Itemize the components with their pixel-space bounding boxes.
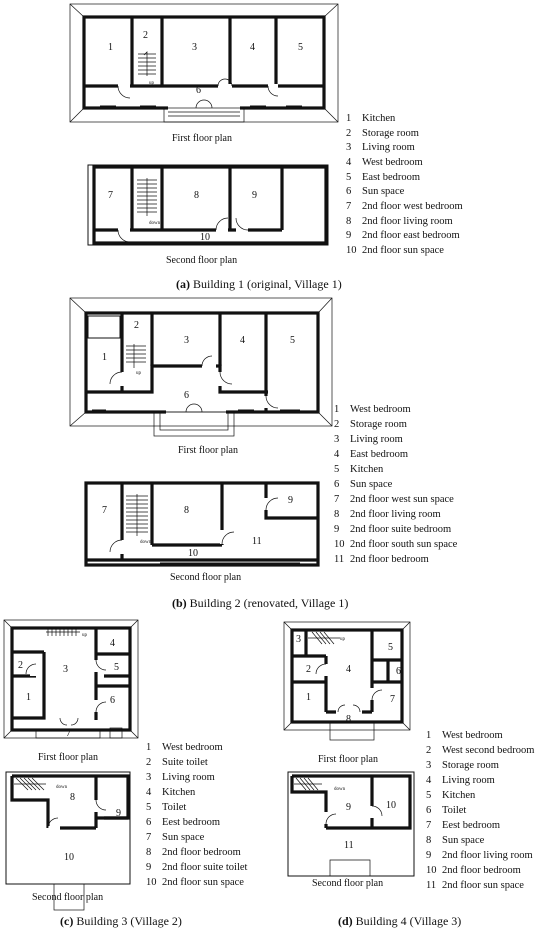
svg-text:6: 6 — [334, 479, 340, 490]
svg-text:5: 5 — [146, 802, 152, 813]
svg-text:3: 3 — [146, 772, 152, 783]
svg-text:Kitchen: Kitchen — [350, 464, 384, 475]
stair-down-label: down — [149, 221, 161, 226]
legend-item — [346, 142, 415, 153]
svg-text:2nd floor bedroom: 2nd floor bedroom — [442, 865, 521, 876]
legend-item — [146, 832, 205, 843]
building2-second-floor-plan — [86, 483, 318, 565]
building4-first-floor-plan — [284, 622, 410, 740]
room-number: 5 — [114, 662, 119, 673]
svg-text:2nd floor south sun space: 2nd floor south sun space — [350, 539, 458, 550]
legend-item — [346, 113, 396, 124]
svg-text:10: 10 — [146, 877, 157, 888]
svg-text:2nd floor west sun space: 2nd floor west sun space — [350, 494, 454, 505]
svg-text:9: 9 — [346, 230, 352, 241]
building1-first-floor-plan — [70, 4, 338, 122]
legend-item — [146, 757, 208, 768]
room-number: 1 — [102, 352, 107, 363]
svg-text:Eest bedroom: Eest bedroom — [162, 817, 221, 828]
room-number: 2 — [143, 30, 148, 41]
svg-text:4: 4 — [426, 775, 432, 786]
building4-second-floor-plan — [288, 772, 414, 876]
stair-down-label: down — [334, 787, 346, 792]
svg-text:Living room: Living room — [442, 775, 495, 786]
svg-text:7: 7 — [146, 832, 152, 843]
room-number: 1 — [108, 42, 113, 53]
svg-text:3: 3 — [426, 760, 432, 771]
svg-text:1: 1 — [426, 730, 432, 741]
legend-item — [426, 880, 524, 891]
svg-text:2nd floor bedroom: 2nd floor bedroom — [350, 554, 429, 565]
legend-item — [146, 817, 220, 828]
legend-item — [426, 745, 534, 756]
legend-item — [426, 820, 500, 831]
svg-text:2nd floor sun space: 2nd floor sun space — [162, 877, 244, 888]
svg-text:4: 4 — [334, 449, 340, 460]
svg-text:West bedroom: West bedroom — [442, 730, 503, 741]
svg-text:8: 8 — [426, 835, 432, 846]
building2-first-floor-plan — [70, 298, 332, 436]
room-number: 6 — [396, 666, 401, 677]
svg-text:2: 2 — [426, 745, 432, 756]
room-number: 10 — [200, 232, 210, 243]
legend-item — [334, 479, 393, 490]
svg-text:11: 11 — [334, 554, 345, 565]
svg-text:10: 10 — [334, 539, 345, 550]
building3-first-floor-label: First floor plan — [38, 752, 98, 763]
svg-text:9: 9 — [146, 862, 152, 873]
svg-text:5: 5 — [346, 172, 352, 183]
legend-item — [346, 186, 405, 197]
svg-text:8: 8 — [146, 847, 152, 858]
svg-text:7: 7 — [426, 820, 432, 831]
svg-text:Toilet: Toilet — [442, 805, 467, 816]
svg-text:Living room: Living room — [350, 434, 403, 445]
svg-text:2: 2 — [346, 128, 352, 139]
legend-item — [426, 835, 485, 846]
building1-legend — [346, 113, 463, 256]
legend-item — [146, 772, 215, 783]
stair-up-label: up — [82, 633, 87, 638]
building1-second-floor-plan — [88, 165, 328, 245]
svg-text:2nd floor sun space: 2nd floor sun space — [362, 245, 444, 256]
room-number: 9 — [346, 802, 351, 813]
legend-item — [334, 434, 403, 445]
room-number: 7 — [108, 190, 113, 201]
legend-item — [426, 850, 533, 861]
stair-down-label: down — [56, 785, 68, 790]
svg-text:2nd floor suite toilet: 2nd floor suite toilet — [162, 862, 248, 873]
room-number: 1 — [306, 692, 311, 703]
svg-text:Toilet: Toilet — [162, 802, 187, 813]
room-number: 8 — [346, 714, 351, 725]
svg-text:West bedroom: West bedroom — [362, 157, 423, 168]
legend-item — [146, 877, 244, 888]
room-number: 10 — [188, 548, 198, 559]
svg-text:4: 4 — [346, 157, 352, 168]
legend-item — [146, 862, 248, 873]
svg-text:Kitchen: Kitchen — [362, 113, 396, 124]
svg-text:Storage room: Storage room — [350, 419, 407, 430]
legend-item — [346, 128, 419, 139]
building2-second-floor-label: Second floor plan — [170, 572, 242, 583]
building3-caption: (c) Building 3 (Village 2) — [60, 914, 182, 928]
building3-second-floor-label: Second floor plan — [32, 892, 104, 903]
legend-item — [426, 805, 466, 816]
svg-text:Storage room: Storage room — [362, 128, 419, 139]
svg-text:Living room: Living room — [162, 772, 215, 783]
legend-item — [334, 494, 454, 505]
legend-item — [426, 775, 495, 786]
svg-text:2nd floor living room: 2nd floor living room — [350, 509, 441, 520]
building4-caption: (d) Building 4 (Village 3) — [338, 914, 462, 928]
legend-item — [346, 172, 420, 183]
svg-text:2nd floor bedroom: 2nd floor bedroom — [162, 847, 241, 858]
room-number: 9 — [252, 190, 257, 201]
room-number: 5 — [290, 335, 295, 346]
legend-item — [334, 464, 384, 475]
svg-text:8: 8 — [346, 216, 352, 227]
legend-item — [426, 865, 521, 876]
building2-legend — [334, 404, 458, 565]
legend-item — [334, 539, 458, 550]
room-number: 8 — [194, 190, 199, 201]
room-number: 3 — [184, 335, 189, 346]
svg-text:Living room: Living room — [362, 142, 415, 153]
building4-first-floor-label: First floor plan — [318, 754, 378, 765]
room-number: 6 — [110, 695, 115, 706]
stair-down-label: down — [140, 540, 152, 545]
svg-text:9: 9 — [334, 524, 340, 535]
legend-item — [334, 449, 408, 460]
building1-second-floor-label: Second floor plan — [166, 255, 238, 266]
room-number: 6 — [184, 390, 189, 401]
legend-item — [146, 847, 241, 858]
legend-item — [146, 787, 196, 798]
svg-text:10: 10 — [426, 865, 437, 876]
room-number: 1 — [26, 692, 31, 703]
svg-text:5: 5 — [426, 790, 432, 801]
svg-text:Sun space: Sun space — [362, 186, 405, 197]
svg-text:6: 6 — [426, 805, 432, 816]
room-number: 8 — [70, 792, 75, 803]
svg-text:2: 2 — [334, 419, 340, 430]
legend-item — [426, 760, 499, 771]
room-number: 2 — [134, 320, 139, 331]
room-number: 3 — [192, 42, 197, 53]
svg-text:2nd floor sun space: 2nd floor sun space — [442, 880, 524, 891]
svg-text:11: 11 — [426, 880, 437, 891]
svg-text:Kitchen: Kitchen — [162, 787, 196, 798]
svg-text:East bedroom: East bedroom — [362, 172, 421, 183]
svg-text:10: 10 — [346, 245, 357, 256]
legend-item — [346, 245, 444, 256]
svg-text:8: 8 — [334, 509, 340, 520]
room-number: 7 — [102, 505, 107, 516]
svg-text:West bedroom: West bedroom — [350, 404, 411, 415]
legend-item — [426, 730, 503, 741]
room-number: 4 — [250, 42, 255, 53]
svg-text:Sun space: Sun space — [162, 832, 205, 843]
stair-up-label: up — [340, 637, 345, 642]
room-number: 6 — [196, 85, 201, 96]
room-number: 4 — [240, 335, 245, 346]
legend-item — [334, 524, 451, 535]
room-number: 8 — [184, 505, 189, 516]
stair-up-label: up — [136, 371, 141, 376]
room-number: 4 — [346, 664, 351, 675]
svg-text:2nd floor suite bedroom: 2nd floor suite bedroom — [350, 524, 452, 535]
svg-text:Eest bedroom: Eest bedroom — [442, 820, 501, 831]
svg-text:Storage room: Storage room — [442, 760, 499, 771]
svg-text:1: 1 — [146, 742, 152, 753]
room-number: 5 — [298, 42, 303, 53]
svg-text:2nd floor west bedroom: 2nd floor west bedroom — [362, 201, 463, 212]
legend-item — [146, 742, 223, 753]
room-number: 11 — [252, 536, 262, 547]
svg-text:2: 2 — [146, 757, 152, 768]
room-number: 7 — [66, 728, 71, 739]
room-number: 10 — [64, 852, 74, 863]
building4-second-floor-label: Second floor plan — [312, 878, 384, 889]
legend-item — [426, 790, 476, 801]
building3-first-floor-plan — [4, 620, 138, 739]
building4-legend — [426, 730, 534, 891]
legend-item — [334, 404, 411, 415]
legend-item — [334, 554, 429, 565]
svg-text:6: 6 — [346, 186, 352, 197]
svg-text:West bedroom: West bedroom — [162, 742, 223, 753]
building2-first-floor-label: First floor plan — [178, 445, 238, 456]
stair-up-label: up — [149, 81, 154, 86]
svg-text:7: 7 — [346, 201, 352, 212]
svg-text:2nd floor living room: 2nd floor living room — [442, 850, 533, 861]
room-number: 3 — [63, 664, 68, 675]
svg-text:Kitchen: Kitchen — [442, 790, 476, 801]
room-number: 9 — [288, 495, 293, 506]
room-number: 5 — [388, 642, 393, 653]
room-number: 11 — [344, 840, 354, 851]
svg-text:Sun space: Sun space — [442, 835, 485, 846]
room-number: 9 — [116, 808, 121, 819]
svg-text:5: 5 — [334, 464, 340, 475]
building1-first-floor-label: First floor plan — [172, 133, 232, 144]
building2-caption: (b) Building 2 (renovated, Village 1) — [172, 596, 349, 610]
building3-second-floor-plan — [6, 772, 130, 910]
legend-item — [346, 230, 460, 241]
svg-text:7: 7 — [334, 494, 340, 505]
svg-text:2nd floor living room: 2nd floor living room — [362, 216, 453, 227]
room-number: 7 — [390, 694, 395, 705]
svg-text:3: 3 — [346, 142, 352, 153]
room-number: 4 — [110, 638, 115, 649]
svg-text:West second bedroom: West second bedroom — [442, 745, 535, 756]
svg-text:1: 1 — [334, 404, 340, 415]
room-number: 2 — [306, 664, 311, 675]
svg-text:9: 9 — [426, 850, 432, 861]
svg-text:2nd floor east bedroom: 2nd floor east bedroom — [362, 230, 460, 241]
legend-item — [346, 157, 423, 168]
svg-text:Suite toilet: Suite toilet — [162, 757, 208, 768]
svg-text:1: 1 — [346, 113, 352, 124]
building1-caption: (a) Building 1 (original, Village 1) — [176, 277, 342, 291]
legend-item — [146, 802, 186, 813]
legend-item — [346, 216, 453, 227]
building3-legend — [146, 742, 248, 888]
svg-text:6: 6 — [146, 817, 152, 828]
svg-text:East bedroom: East bedroom — [350, 449, 409, 460]
svg-text:4: 4 — [146, 787, 152, 798]
legend-item — [346, 201, 463, 212]
room-number: 10 — [386, 800, 396, 811]
room-number: 2 — [18, 660, 23, 671]
legend-item — [334, 509, 441, 520]
svg-text:3: 3 — [334, 434, 340, 445]
legend-item — [334, 419, 407, 430]
room-number: 3 — [296, 634, 301, 645]
svg-text:Sun space: Sun space — [350, 479, 393, 490]
